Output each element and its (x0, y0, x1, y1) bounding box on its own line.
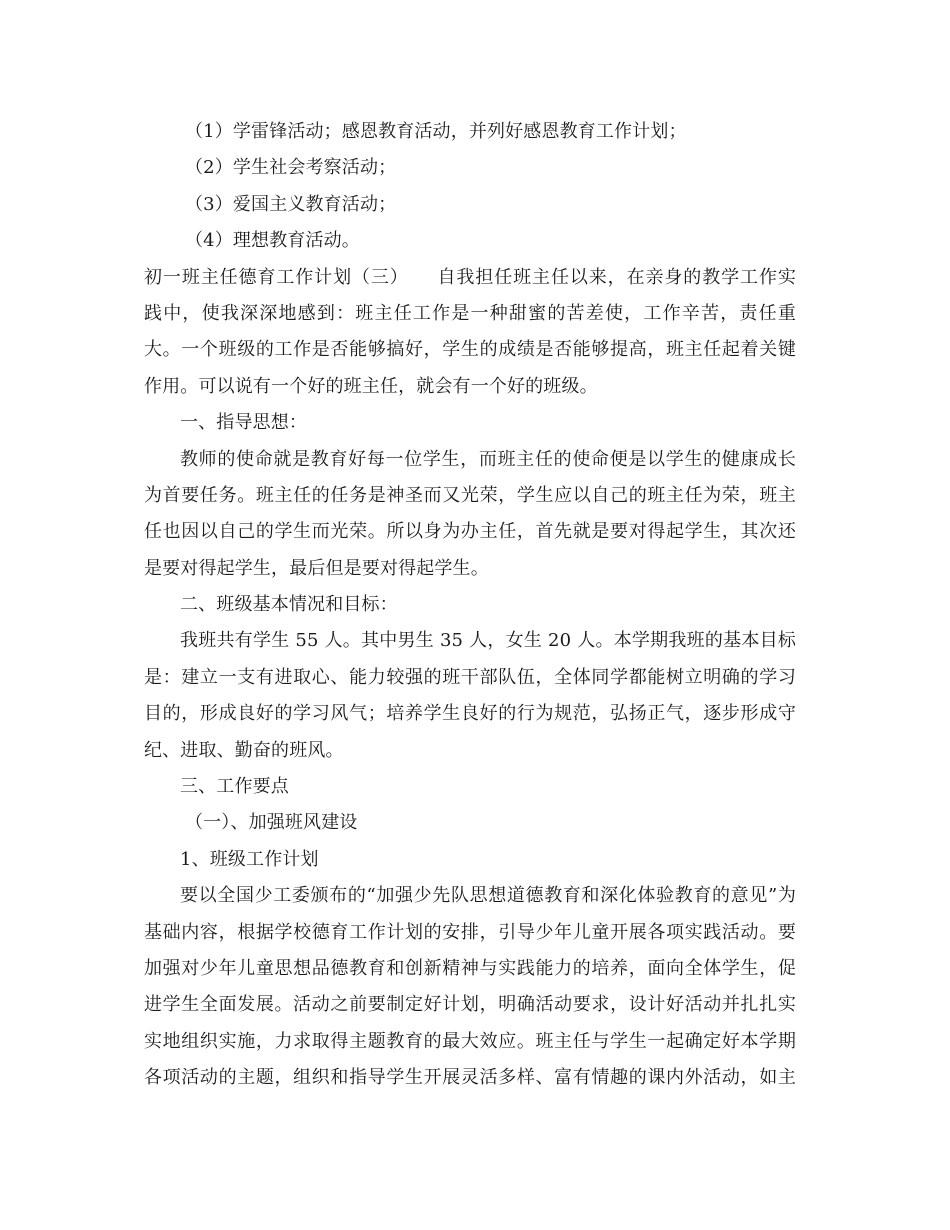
paragraph-line: 进学生全面发展。活动之前要制定好计划，明确活动要求，设计好活动并扎扎实 (144, 994, 796, 1016)
subheading-class-plan: 1、班级工作计划 (180, 848, 319, 870)
paragraph-line: 作用。可以说有一个好的班主任，就会有一个好的班级。 (144, 375, 598, 397)
list-item-4: （4）理想教育活动。 (185, 230, 360, 252)
paragraph-line: 目的，形成良好的学习风气；培养学生良好的行为规范，弘扬正气，逐步形成守 (144, 703, 796, 725)
paragraph-line: 为首要任务。班主任的任务是神圣而又光荣，学生应以自己的班主任为荣，班主 (144, 484, 796, 506)
section-title-line: 初一班主任德育工作计划（三） 自我担任班主任以来，在亲身的教学工作实 (144, 266, 796, 288)
paragraph-line: 纪、进取、勤奋的班风。 (144, 739, 344, 761)
paragraph-line: 我班共有学生 55 人。其中男生 35 人，女生 20 人。本学期我班的基本目标 (180, 630, 796, 652)
paragraph-line: 基础内容，根据学校德育工作计划的安排，引导少年儿童开展各项实践活动。要 (144, 921, 796, 943)
document-page (144, 114, 796, 1097)
paragraph-line: 践中，使我深深地感到：班主任工作是一种甜蜜的苦差使，工作辛苦，责任重 (144, 302, 796, 324)
paragraph-line: 实地组织实施，力求取得主题教育的最大效应。班主任与学生一起确定好本学期 (144, 1030, 796, 1052)
heading-work-points: 三、工作要点 (180, 776, 289, 798)
paragraph-line: 是：建立一支有进取心、能力较强的班干部队伍，全体同学都能树立明确的学习 (144, 666, 796, 688)
subheading-class-style: （一）、加强班风建设 (185, 812, 358, 834)
list-item-1: （1）学雷锋活动；感恩教育活动，并列好感恩教育工作计划； (185, 121, 687, 142)
paragraph-line: 各项活动的主题，组织和指导学生开展灵活多样、富有情趣的课内外活动，如主 (144, 1067, 796, 1089)
paragraph-line: 加强对少年儿童思想品德教育和创新精神与实践能力的培养，面向全体学生，促 (144, 957, 796, 979)
paragraph-line: 教师的使命就是教育好每一位学生，而班主任的使命便是以学生的健康成长 (180, 448, 796, 470)
heading-guiding-thought: 一、指导思想： (180, 412, 308, 434)
paragraph-line: 是要对得起学生，最后但是要对得起学生。 (144, 557, 489, 579)
paragraph-line: 大。一个班级的工作是否能够搞好，学生的成绩是否能够提高，班主任起着关键 (144, 339, 796, 361)
list-item-2: （2）学生社会考察活动； (185, 157, 397, 179)
list-item-3: （3）爱国主义教育活动； (185, 193, 397, 215)
paragraph-line: 任也因以自己的学生而光荣。所以身为办主任，首先就是要对得起学生，其次还 (144, 521, 796, 543)
paragraph-line: 要以全国少工委颁布的“加强少先队思想道德教育和深化体验教育的意见”为 (180, 885, 796, 907)
heading-class-situation: 二、班级基本情况和目标： (180, 594, 398, 616)
